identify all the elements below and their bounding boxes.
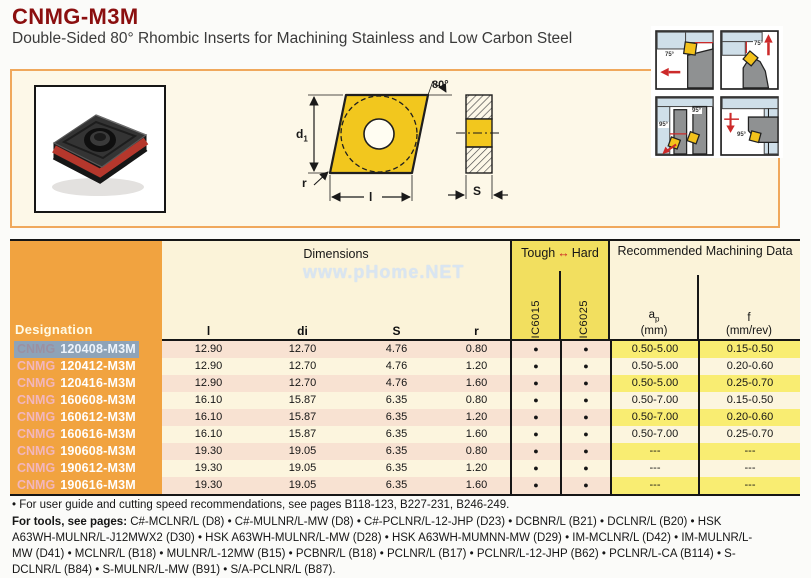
grade-ic6025-dot: ● (560, 426, 610, 443)
f-header: f (mm/rev) (726, 312, 772, 337)
grade-ic6025-dot: ● (560, 341, 610, 358)
di-value: 19.05 (255, 460, 350, 477)
diagram-facing (720, 30, 779, 90)
di-value: 15.87 (255, 392, 350, 409)
grade-ic6025-dot: ● (560, 443, 610, 460)
s-value: 6.35 (350, 443, 443, 460)
l-value: 19.30 (162, 477, 255, 494)
s-value: 4.76 (350, 358, 443, 375)
designation-cell: CNMG 190608-M3M (10, 443, 162, 460)
tool-holder-icon (720, 30, 779, 90)
application-diagrams (651, 26, 783, 158)
grade-ic6015-dot: ● (510, 409, 560, 426)
f-value: --- (698, 460, 800, 477)
ap-value: --- (610, 443, 698, 460)
table-row (10, 358, 800, 375)
l-value: 19.30 (162, 460, 255, 477)
ap-value: --- (610, 460, 698, 477)
s-value: 6.35 (350, 426, 443, 443)
grade-ic6015-header: IC6015 (530, 299, 542, 338)
table-row (10, 426, 800, 443)
r-value: 1.20 (443, 460, 510, 477)
ap-value: 0.50-5.00 (610, 341, 698, 358)
grade-ic6025-dot: ● (560, 409, 610, 426)
diagram-external-turning (655, 30, 714, 90)
r-value: 1.20 (443, 409, 510, 426)
tools-reference-label: For tools, see pages: (12, 516, 128, 528)
s-value: 4.76 (350, 341, 443, 358)
s-value: 6.35 (350, 477, 443, 494)
dim-s-label: S (473, 184, 482, 198)
tool-holder-icon (720, 96, 779, 156)
insert-photo (34, 85, 166, 213)
grade-ic6025-dot: ● (560, 375, 610, 392)
page-title: CNMG-M3M (12, 4, 139, 29)
ap-value: 0.50-7.00 (610, 426, 698, 443)
table-header (10, 241, 800, 341)
grade-ic6015-dot: ● (510, 426, 560, 443)
ap-value: 0.50-7.00 (610, 392, 698, 409)
grade-ic6025-header: IC6025 (578, 299, 590, 338)
designation-cell: CNMG 120412-M3M (10, 358, 162, 375)
table-row (10, 392, 800, 409)
di-value: 12.70 (255, 358, 350, 375)
dim-angle-label: 80° (432, 79, 449, 91)
di-value: 19.05 (255, 477, 350, 494)
r-value: 1.60 (443, 375, 510, 392)
di-value: 15.87 (255, 426, 350, 443)
col-di-header: di (297, 324, 308, 338)
grade-divider (559, 271, 561, 341)
r-value: 1.60 (443, 477, 510, 494)
insert-photo-image (36, 87, 164, 211)
page-subtitle: Double-Sided 80° Rhombic Inserts for Machining Stainless and Low Carbon Steel (12, 30, 573, 47)
diagram-profiling (655, 96, 714, 156)
f-value: 0.25-0.70 (698, 426, 800, 443)
tough-hard-label: Tough ↔ Hard (521, 246, 599, 260)
l-value: 12.90 (162, 358, 255, 375)
s-value: 4.76 (350, 375, 443, 392)
ap-value: 0.50-7.00 (610, 409, 698, 426)
ap-value: 0.50-5.00 (610, 375, 698, 392)
table-row (10, 341, 800, 358)
designation-cell: CNMG 190612-M3M (10, 460, 162, 477)
l-value: 12.90 (162, 375, 255, 392)
grade-ic6025-dot: ● (560, 477, 610, 494)
designation-cell: CNMG 160616-M3M (10, 426, 162, 443)
s-value: 6.35 (350, 460, 443, 477)
header-underline (162, 339, 800, 341)
angle-label: 95° (659, 122, 669, 129)
di-value: 19.05 (255, 443, 350, 460)
designation-cell: CNMG 190616-M3M (10, 477, 162, 494)
r-value: 1.20 (443, 358, 510, 375)
designation-header-cell (10, 241, 162, 341)
dimensions-header: Dimensions (303, 247, 369, 261)
tool-holder-icon (655, 30, 714, 90)
grade-ic6015-dot: ● (510, 460, 560, 477)
f-value: 0.20-0.60 (698, 358, 800, 375)
table-row (10, 409, 800, 426)
angle-label: 95° (692, 108, 702, 115)
designation-cell: CNMG 120408-M3M (10, 341, 162, 358)
dim-r-label: r (302, 176, 307, 190)
dim-l-label: l (369, 190, 373, 204)
table-row (10, 443, 800, 460)
grade-ic6025-dot: ● (560, 460, 610, 477)
f-value: 0.15-0.50 (698, 341, 800, 358)
s-value: 6.35 (350, 409, 443, 426)
tools-reference-text: C#-MCLNR/L (D8) • C#-MULNR/L-MW (D8) • C#-PCLNR/L-12-JHP (D23) • DCBNR/L (B21) • DCLNR/L (B20) • HSK A63WH-MULNR/L-J12MWX2 (D30) • HSK A63WH-MULNR/L-MW (D28) • HSK A63WH-MUMNN-MW (D29) • IM-MCLNR/L (D42) • IM-MULNR/L-MW (D41) • MCLNR/L (B18) • MULNR/L-12MW (B15) • PCBNR/L (B18) • PCLNR/L (B17) • PCLNR/L-12-JHP (B62) • PCLNR/L-CA (B114) • S-DCLNR/L (B84) • S-MULNR/L-MW (B91) • S/A-PCLNR/L (B87). (12, 516, 753, 576)
r-value: 0.80 (443, 392, 510, 409)
grade-ic6015-dot: ● (510, 392, 560, 409)
designation-cell: CNMG 120416-M3M (10, 375, 162, 392)
tough-hard-arrow-icon: ↔ (557, 246, 570, 260)
machining-data-header: Recommended Machining Data (617, 244, 793, 258)
table-body (10, 341, 800, 494)
col-r-header: r (474, 324, 479, 338)
f-value: 0.20-0.60 (698, 409, 800, 426)
l-value: 12.90 (162, 341, 255, 358)
tools-reference (12, 514, 760, 578)
grade-ic6015-dot: ● (510, 341, 560, 358)
table-row (10, 460, 800, 477)
di-value: 15.87 (255, 409, 350, 426)
designation-cell: CNMG 160612-M3M (10, 409, 162, 426)
di-value: 12.70 (255, 375, 350, 392)
r-value: 0.80 (443, 443, 510, 460)
technical-drawing-image (294, 79, 509, 224)
table-row (10, 477, 800, 494)
ap-value: --- (610, 477, 698, 494)
f-value: --- (698, 443, 800, 460)
diagram-boring (720, 96, 779, 156)
f-value: 0.25-0.70 (698, 375, 800, 392)
grade-ic6025-dot: ● (560, 392, 610, 409)
col-l-header: l (206, 324, 211, 338)
col-s-header: S (392, 324, 401, 338)
l-value: 16.10 (162, 409, 255, 426)
user-guide-note: • For user guide and cutting speed recommendations, see pages B118-123, B227-231, B246-249. (12, 499, 510, 511)
ap-value: 0.50-5.00 (610, 358, 698, 375)
technical-drawing (294, 79, 509, 224)
angle-label: 75° (754, 41, 764, 47)
grade-ic6015-dot: ● (510, 443, 560, 460)
f-value: 0.15-0.50 (698, 392, 800, 409)
l-value: 16.10 (162, 426, 255, 443)
grade-ic6015-dot: ● (510, 375, 560, 392)
s-value: 6.35 (350, 392, 443, 409)
r-value: 1.60 (443, 426, 510, 443)
f-value: --- (698, 477, 800, 494)
grade-ic6015-dot: ● (510, 477, 560, 494)
designation-cell: CNMG 160608-M3M (10, 392, 162, 409)
angle-label: 95° (737, 132, 747, 139)
watermark: www.pHome.NET (303, 262, 465, 282)
table-row (10, 375, 800, 392)
di-value: 12.70 (255, 341, 350, 358)
grade-ic6015-dot: ● (510, 358, 560, 375)
grade-ic6025-dot: ● (560, 358, 610, 375)
designation-header-label: Designation (15, 322, 93, 337)
dim-d1-label: $d_1$ (296, 127, 308, 144)
r-value: 0.80 (443, 341, 510, 358)
l-value: 16.10 (162, 392, 255, 409)
ap-header: $a_p$ (mm) (640, 308, 668, 337)
l-value: 19.30 (162, 443, 255, 460)
angle-label: 75° (665, 52, 675, 58)
